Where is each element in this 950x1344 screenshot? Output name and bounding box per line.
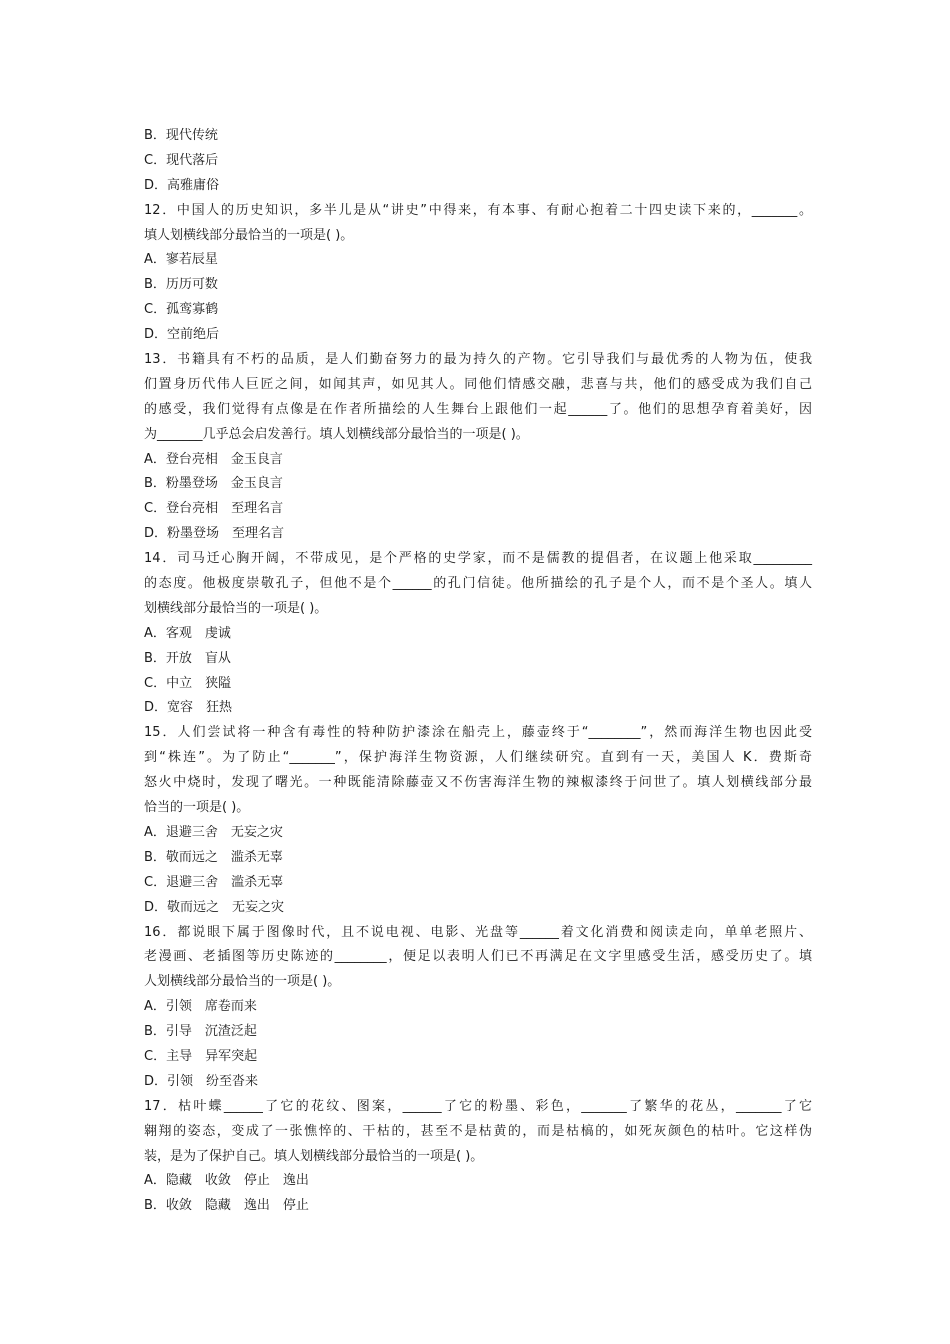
text-line: A．登台亮相 金玉良言 [144,451,283,467]
text-line: 恰当的一项是( )。 [144,800,250,816]
text-line: 们置身历代伟人巨匠之间，如闻其声，如见其人。同他们情感交融，悲喜与共，他们的感受成为我们自己 [144,376,812,392]
text-line: B．敬而远之 滥杀无辜 [144,849,283,865]
text-line: 人划横线部分最恰当的一项是( )。 [144,974,341,990]
text-line: B．粉墨登场 金玉良言 [144,476,283,492]
text-line: 16．都说眼下属于图像时代，且不说电视、电影、光盘等______着文化消费和阅读走向，单单老照片、 [144,924,812,940]
text-line: C．退避三舍 滥杀无辜 [144,874,284,890]
text-line: D．宽容 狂热 [144,700,233,716]
text-line: C．现代落后 [144,152,219,168]
text-line: A．隐藏 收敛 停止 逸出 [144,1173,309,1189]
text-line: C．孤鸾寡鹤 [144,302,219,318]
text-line: 填人划横线部分最恰当的一项是( )。 [144,227,354,243]
text-line: D．粉墨登场 至理名言 [144,526,285,542]
text-line: D．敬而远之 无妄之灾 [144,899,285,915]
text-line: A．引领 席卷而来 [144,999,257,1015]
text-line: A．寥若辰星 [144,252,218,268]
text-line: 怒火中烧时，发现了曙光。一种既能清除藤壶又不伤害海洋生物的辣椒漆终于问世了。填人划横线部分最 [144,775,812,791]
text-line: 到“株连”。为了防止“_______”，保护海洋生物资源，人们继续研究。直到有一天，美国人 K．费斯奇 [144,750,812,766]
text-line: 翱翔的姿态，变成了一张憔悴的、干枯的，甚至不是枯黄的，而是枯槁的，如死灰颜色的枯叶。它这样伪 [144,1123,812,1139]
text-line: C．登台亮相 至理名言 [144,501,284,517]
text-line: 17．枯叶蝶______了它的花纹、图案，______了它的粉墨、彩色，_______了繁华的花丛，_______了它 [144,1098,812,1114]
text-line: 为_______几乎总会启发善行。填人划横线部分最恰当的一项是( )。 [144,426,529,442]
text-line: 的感受，我们觉得有点像是在作者所描绘的人生舞台上跟他们一起______了。他们的思想孕育着美好，因 [144,401,812,417]
text-line: B．历历可数 [144,277,218,293]
text-line: B．收敛 隐藏 逸出 停止 [144,1198,309,1214]
text-line: 13．书籍具有不朽的品质，是人们勤奋努力的最为持久的产物。它引导我们与最优秀的人物为伍，使我 [144,352,812,368]
text-line: B．引导 沉渣泛起 [144,1024,257,1040]
text-line: C．主导 异军突起 [144,1048,258,1064]
text-line: D．高雅庸俗 [144,177,220,193]
text-line: 12．中国人的历史知识，多半儿是从“讲史”中得来，有本事、有耐心抱着二十四史读下来的，_______。 [144,202,812,218]
question-text [144,124,812,1219]
text-line: D．空前绝后 [144,327,220,343]
text-line: 划横线部分最恰当的一项是( )。 [144,600,328,616]
text-line: D．引领 纷至沓来 [144,1073,259,1089]
text-line: 14．司马迁心胸开阔，不带成见，是个严格的史学家，而不是儒教的提倡者，在议题上他采取_________ [144,551,812,567]
text-line: B．开放 盲从 [144,650,231,666]
text-line: C．中立 狭隘 [144,675,232,691]
text-line: 15．人们尝试将一种含有毒性的特种防护漆涂在船壳上，藤壶终于“________”，然而海洋生物也因此受 [144,725,812,741]
text-line: 装，是为了保护自己。填人划横线部分最恰当的一项是( )。 [144,1148,484,1164]
text-line: A．退避三舍 无妄之灾 [144,824,283,840]
text-line: B．现代传统 [144,128,218,143]
text-line: A．客观 虔诚 [144,625,231,641]
text-line: 老漫画、老插图等历史陈迹的________，便足以表明人们已不再满足在文字里感受生活，感受历史了。填 [144,949,812,965]
text-line: 的态度。他极度崇敬孔子，但他不是个______的孔门信徒。他所描绘的孔子是个人，而不是个圣人。填人 [144,576,812,592]
